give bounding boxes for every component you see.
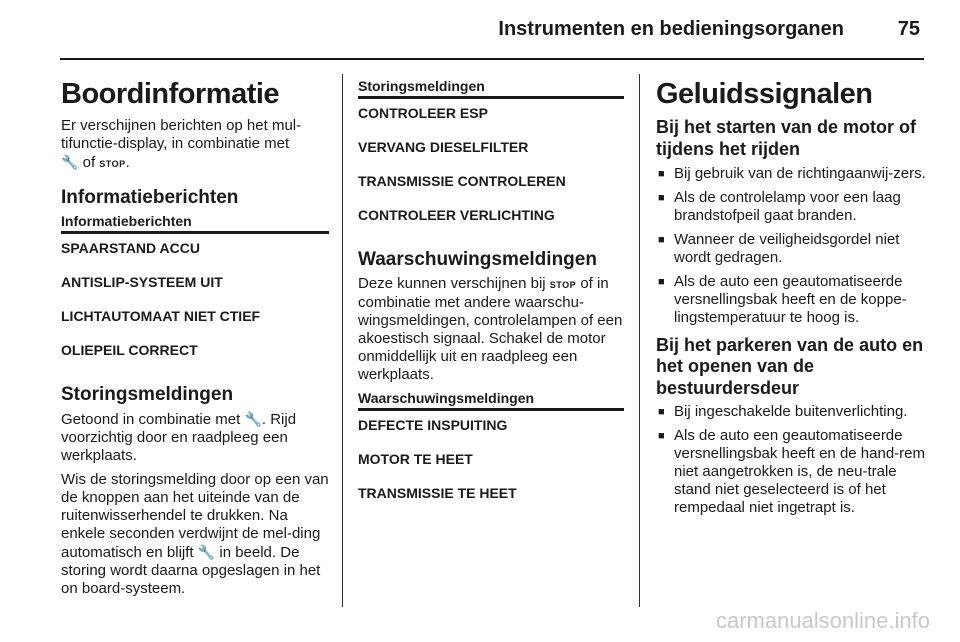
column-divider-2 bbox=[639, 74, 640, 607]
table-head-waarsch: Waarschuwingsmeldingen bbox=[358, 390, 624, 411]
column-3 bbox=[656, 70, 926, 525]
list-item: ■ Bij ingeschakelde buitenverlichting. bbox=[656, 403, 926, 421]
column-2 bbox=[358, 70, 624, 513]
watermark: carmanualsonline.info bbox=[715, 608, 930, 633]
storing-paragraph-2: Wis de storingsmelding door op een van de knoppen aan het uiteinde van de ruitenwisserhendel te drukken. Na enkele seconden verdwijnt de mel-ding automatisch en blijft 🔧 in beeld. De storing wordt daarna opgeslagen in het on board-systeem. bbox=[61, 470, 329, 597]
table-row: OLIEPEIL CORRECT bbox=[61, 342, 198, 359]
wrench-icon: 🔧 bbox=[197, 543, 216, 560]
heading-storingsmeldingen: Storingsmeldingen bbox=[61, 384, 234, 406]
waarsch-paragraph: Deze kunnen verschijnen bij STOP of in combinatie met andere waarschu-wingsmeldingen, controlelampen of een akoestisch signaal. Schakel de motor onmiddellijk uit en raadpleeg een werkplaats. bbox=[358, 274, 623, 383]
table-row: CONTROLEER VERLICHTING bbox=[358, 207, 555, 223]
table-row: SPAARSTAND ACCU bbox=[61, 240, 200, 257]
table-head-info: Informatieberichten bbox=[61, 213, 329, 234]
table-row: DEFECTE INSPUITING bbox=[358, 416, 508, 433]
stop-icon: STOP bbox=[99, 159, 126, 170]
heading-starten: Bij het starten van de motor of tijdens het rijden bbox=[656, 117, 917, 159]
wrench-icon: 🔧 bbox=[61, 154, 79, 171]
table-row: ANTISLIP-SYSTEEM UIT bbox=[61, 274, 223, 291]
table-row: LICHTAUTOMAAT NIET CTIEF bbox=[61, 308, 261, 325]
table-row: TRANSMISSIE CONTROLEREN bbox=[358, 173, 566, 189]
list-item: ■ Als de auto een geautomatiseerde versnellingsbak heeft en de koppe-lingstemperatuur te hoog is. bbox=[656, 273, 926, 327]
table-head-storing: Storingsmeldingen bbox=[358, 78, 624, 99]
list-item: ■ Wanneer de veiligheidsgordel niet wordt gedragen. bbox=[656, 231, 926, 267]
heading-parkeren: Bij het parkeren van de auto en het openen van de bestuurdersdeur bbox=[656, 334, 924, 398]
intro-paragraph: Er verschijnen berichten op het mul-tifunctie-display, in combinatie met 🔧 of STOP. bbox=[61, 117, 302, 172]
section-title-geluidssignalen: Geluidssignalen bbox=[656, 78, 873, 110]
list-park bbox=[656, 403, 926, 517]
heading-waarschuwingsmeldingen: Waarschuwingsmeldingen bbox=[358, 249, 597, 270]
storing-paragraph-1: Getoond in combinatie met 🔧. Rijd voorzichtig door en raadpleeg een werkplaats. bbox=[61, 410, 297, 464]
list-start bbox=[656, 165, 926, 327]
column-1 bbox=[61, 70, 329, 604]
stop-icon: STOP bbox=[549, 279, 577, 290]
section-title-boordinformatie: Boordinformatie bbox=[61, 78, 280, 110]
list-item: ■ Bij gebruik van de richtingaanwij-zers. bbox=[656, 165, 926, 183]
table-row: TRANSMISSIE TE HEET bbox=[358, 484, 517, 501]
list-item: ■ Als de auto een geautomatiseerde versnellingsbak heeft en de hand-rem niet aangetrokken is, de neu-trale stand niet geselecteerd is of het rempedaal niet ingetrapt is. bbox=[656, 427, 926, 517]
column-divider-1 bbox=[342, 74, 343, 607]
table-row: CONTROLEER ESP bbox=[358, 105, 488, 121]
wrench-icon: 🔧 bbox=[244, 410, 262, 427]
heading-informatieberichten: Informatieberichten bbox=[61, 187, 239, 209]
page-header bbox=[60, 18, 924, 46]
page-number: 75 bbox=[897, 18, 920, 40]
header-rule bbox=[60, 58, 924, 60]
table-row: MOTOR TE HEET bbox=[358, 450, 473, 467]
header-title: Instrumenten en bedieningsorganen bbox=[498, 18, 844, 40]
table-row: VERVANG DIESELFILTER bbox=[358, 139, 529, 155]
list-item: ■ Als de controlelamp voor een laag brandstofpeil gaat branden. bbox=[656, 189, 926, 225]
